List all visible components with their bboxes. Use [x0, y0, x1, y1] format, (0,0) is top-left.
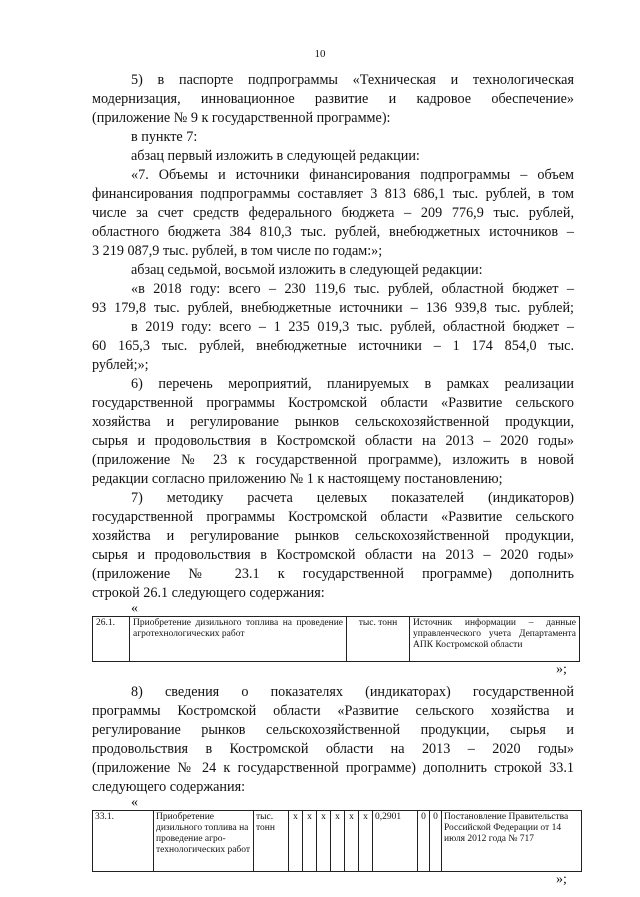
close-quote: »;: [556, 872, 567, 887]
source-cell: Постановление Правительства Российской Федерации от 14 июля 2012 года № 717: [442, 811, 582, 872]
value-cell: х: [303, 811, 317, 872]
text-line: рублей;»;: [92, 357, 149, 373]
text-line: регулирование рынков сельскохозяйственной продукции, сырья и: [92, 722, 574, 738]
row-number: 33.1.: [93, 811, 154, 872]
value-cell: х: [289, 811, 303, 872]
close-quote: »;: [556, 662, 567, 677]
value-cell: х: [345, 811, 359, 872]
table-row: [93, 617, 580, 662]
text-line: сырья и продовольствия в Костромской области на 2013 – 2020 годы»: [92, 547, 574, 563]
value-cell: 0,2901: [373, 811, 418, 872]
indicator-method-table: [92, 616, 580, 662]
table-row: [93, 811, 582, 872]
text-line: областного бюджета 384 810,3 тыс. рублей, внебюджетных источников –: [92, 224, 574, 240]
text-line: модернизация, инновационное развитие и кадровое обеспечение»: [92, 91, 574, 107]
value-cell: х: [331, 811, 345, 872]
open-quote: «: [131, 601, 138, 616]
text-line: строкой 26.1 следующего содержания:: [92, 585, 325, 601]
row-number: 26.1.: [93, 617, 130, 662]
text-line: 60 165,3 тыс. рублей, внебюджетные источники – 1 174 854,0 тыс.: [92, 338, 574, 354]
text-line: редакции согласно приложению № 1 к настоящему постановлению;: [92, 471, 503, 487]
unit-cell: тыс. тонн: [347, 617, 410, 662]
value-cell: х: [317, 811, 331, 872]
value-cell: х: [359, 811, 373, 872]
text-line: 8) сведения о показателях (индикаторах) государственной: [131, 684, 574, 700]
open-quote: «: [131, 795, 138, 810]
text-line: абзац седьмой, восьмой изложить в следующей редакции:: [131, 262, 483, 278]
text-line: сырья и продовольствия в Костромской области на 2013 – 2020 годы»: [92, 433, 574, 449]
source-cell: Источник информации – данные управленческого учета Департамента АПК Костромской области: [410, 617, 580, 662]
text-line: абзац первый изложить в следующей редакции:: [131, 148, 420, 164]
indicator-name: Приобретение дизильного топлива на проведение агротехнологических работ: [130, 617, 347, 662]
text-line: 6) перечень мероприятий, планируемых в рамках реализации: [131, 376, 574, 392]
text-line: хозяйства и регулирование рынков сельскохозяйственной продукции,: [92, 414, 574, 430]
text-line: 93 179,8 тыс. рублей, внебюджетные источники – 136 939,8 тыс. рублей;: [92, 300, 574, 316]
page-number: 10: [314, 48, 326, 60]
text-line: числе за счет средств федерального бюджета – 209 776,9 тыс. рублей,: [92, 205, 574, 221]
text-line: следующего содержания:: [92, 779, 246, 795]
text-line: продовольствия в Костромской области на 2013 – 2020 годы»: [92, 741, 574, 757]
text-line: (приложение № 9 к государственной программе):: [92, 110, 391, 126]
text-line: «7. Объемы и источники финансирования подпрограммы – объем: [131, 167, 574, 183]
text-line: государственной программы Костромской области «Развитие сельского: [92, 509, 574, 525]
text-line: 7) методику расчета целевых показателей (индикаторов): [131, 490, 574, 506]
text-line: (приложение № 24 к государственной программе) дополнить строкой 33.1: [92, 760, 574, 776]
text-line: (приложение № 23 к государственной программе), изложить в новой: [92, 452, 574, 468]
text-line: 5) в паспорте подпрограммы «Техническая и технологическая: [131, 72, 574, 88]
text-line: программы Костромской области «Развитие сельского хозяйства и: [92, 703, 574, 719]
text-line: (приложение № 23.1 к государственной программе) дополнить: [92, 566, 574, 582]
text-line: 3 219 087,9 тыс. рублей, в том числе по годам:»;: [92, 243, 383, 259]
text-line: финансирования подпрограммы составляет 3 813 686,1 тыс. рублей, в том: [92, 186, 574, 202]
text-line: государственной программы Костромской области «Развитие сельского: [92, 395, 574, 411]
unit-cell: тыс. тонн: [254, 811, 289, 872]
text-line: в пункте 7:: [131, 129, 198, 145]
text-line: в 2019 году: всего – 1 235 019,3 тыс. рублей, областной бюджет –: [131, 319, 574, 335]
indicator-values-table: [92, 810, 582, 872]
indicator-name: Приобретение дизильного топлива на проведение агро-технологических работ: [154, 811, 254, 872]
value-cell: 0: [430, 811, 442, 872]
value-cell: 0: [418, 811, 430, 872]
text-line: хозяйства и регулирование рынков сельскохозяйственной продукции,: [92, 528, 574, 544]
text-line: «в 2018 году: всего – 230 119,6 тыс. рублей, областной бюджет –: [131, 281, 574, 297]
